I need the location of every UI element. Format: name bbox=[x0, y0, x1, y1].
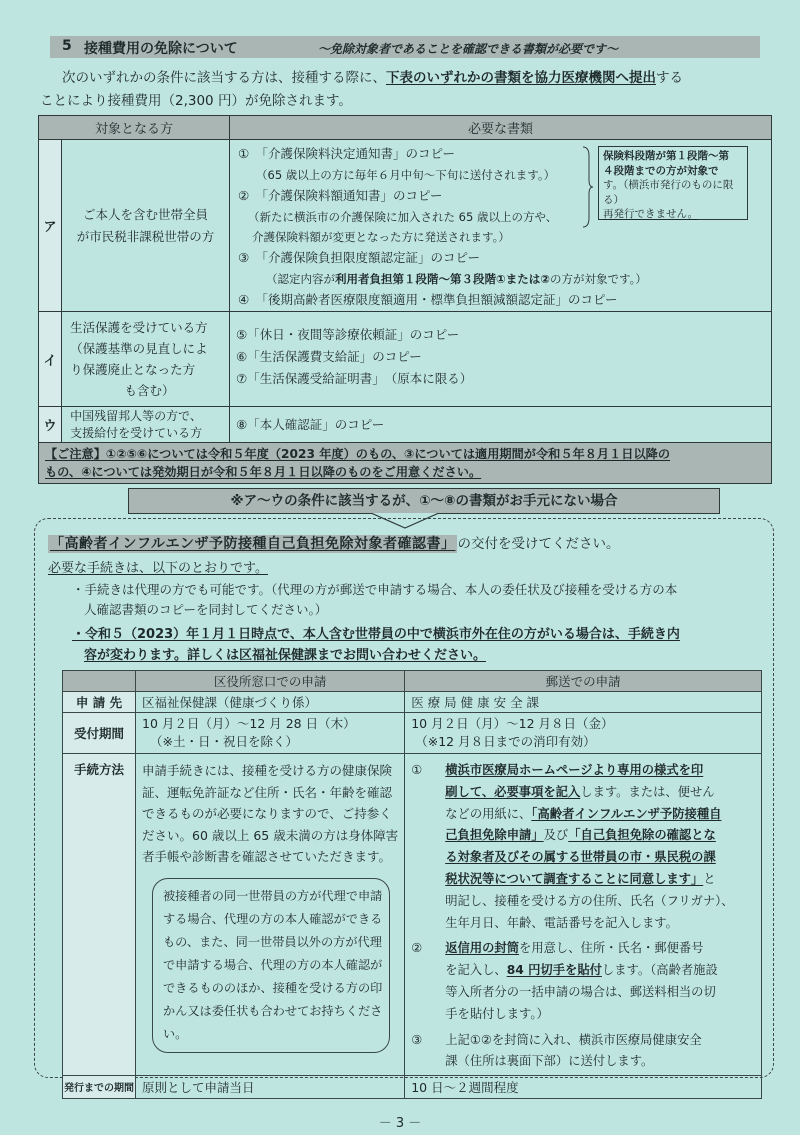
ward-applicant: 区福祉保健課（健康づくり係） bbox=[136, 692, 405, 713]
step-text: 税状況等について調査することに同意します」 bbox=[445, 871, 704, 886]
step-text: などの用紙に、 bbox=[445, 806, 532, 821]
page-number: － 3 － bbox=[378, 1116, 422, 1131]
step-text: 84 円切手を貼付 bbox=[506, 963, 602, 978]
method-line: ださい。60 歳以上 65 歳未満の方は身体障害 bbox=[142, 827, 399, 843]
side-note-line: る） bbox=[603, 193, 624, 206]
box-bullet-2 bbox=[72, 624, 680, 666]
method-line: 者手帳や診断書を確認させていただきます。 bbox=[142, 849, 392, 864]
section-subtitle: ～免除対象者であることを確認できる書類が必要です～ bbox=[318, 42, 619, 56]
row-target bbox=[62, 407, 230, 443]
doc-note-text: の方が対象です。） bbox=[549, 271, 647, 286]
side-note-box bbox=[598, 146, 748, 220]
intro-text: 次のいずれかの条件に該当する方は、接種する際に、 bbox=[62, 70, 386, 86]
box-title: 「高齢者インフルエンザ予防接種自己負担免除対象者確認書」 bbox=[50, 536, 456, 552]
box-subhead: 必要な手続きは、以下のとおりです。 bbox=[48, 561, 268, 576]
intro-emphasis: 下表のいずれかの書類を協力医療機関へ提出 bbox=[386, 70, 656, 86]
corner-cell bbox=[63, 671, 136, 692]
mail-period bbox=[405, 713, 762, 754]
caution-line: 【ご注意】①②⑤⑥については令和５年度（2023 年度）のもの、③については適用期間が令和５年８月１日以降の bbox=[45, 447, 671, 461]
mail-step-1 bbox=[411, 760, 755, 934]
row-docs bbox=[230, 140, 772, 312]
table-row-a bbox=[39, 140, 772, 312]
doc-item: ② 「介護保険料額通知書」のコピー bbox=[238, 187, 443, 203]
section-number: 5 bbox=[62, 38, 72, 54]
row-label-applicant: 申 請 先 bbox=[63, 692, 136, 713]
note-line: 被接種者の同一世帯員の方が代理で申請 bbox=[163, 888, 383, 903]
col-docs-header: 必要な書類 bbox=[230, 116, 772, 140]
step-text: を用意し、住所・氏名・郵便番号 bbox=[519, 941, 704, 956]
target-line: 中国残留邦人等の方で、 bbox=[70, 408, 202, 423]
doc-item: ⑧「本人確認証」のコピー bbox=[236, 416, 385, 432]
period-line: （※12 月８日までの消印有効） bbox=[415, 734, 596, 749]
step-text: 生年月日、年齢、電話番号を記入します。 bbox=[445, 915, 678, 930]
doc-item: ④ 「後期高齢者医療限度額適用・標準負担額減額認定証」のコピー bbox=[238, 291, 618, 307]
caution-cell bbox=[39, 443, 772, 484]
mail-method bbox=[405, 754, 762, 1076]
mail-step-2 bbox=[411, 938, 755, 1025]
doc-note: （新たに横浜市の介護保険に加入された 65 歳以上の方や、 bbox=[248, 209, 558, 224]
proxy-note-box bbox=[152, 878, 390, 1053]
section-title: 接種費用の免除について bbox=[84, 41, 238, 57]
table-row-i bbox=[39, 312, 772, 407]
target-line: り保護廃止となった方 bbox=[70, 362, 196, 377]
target-line: 支援給付を受けている方 bbox=[70, 425, 203, 440]
note-line: できるもののほか、接種を受ける方の印 bbox=[163, 980, 383, 995]
step-text: 等入所者分の一括申請の場合は、郵送料相当の切 bbox=[445, 984, 716, 999]
bullet-line: 人確認書類のコピーを同封してください。） bbox=[84, 602, 328, 617]
step-text: 及び bbox=[543, 828, 569, 843]
step-text: 返信用の封筒 bbox=[445, 941, 520, 956]
step-text: る対象者及びその属する世帯員の市・県民税の課 bbox=[445, 850, 716, 865]
note-line: もの、また、同一世帯員以外の方が代理 bbox=[163, 934, 382, 949]
method-line: できるものが必要になりますので、ご持参く bbox=[142, 806, 392, 821]
ward-method bbox=[136, 754, 405, 1076]
step-text: します。（高齢者施設 bbox=[601, 963, 718, 978]
step-text: 「自己負担免除の確認とな bbox=[568, 828, 716, 843]
doc-item: ⑤「休日・夜間等診療依頼証」のコピー bbox=[236, 327, 460, 342]
doc-item: ⑦「生活保護受給証明書」 （原本に限る） bbox=[236, 371, 473, 386]
method-line: 申請手続きには、接種を受ける方の健康保険 bbox=[142, 763, 393, 778]
note-line: で申請する場合、代理の方の本人確認が bbox=[163, 957, 383, 972]
caution-line: もの、④については発効期日が令和５年８月１日以降のものをご用意ください。 bbox=[45, 465, 482, 479]
row-docs bbox=[230, 312, 772, 407]
doc-note bbox=[230, 269, 771, 289]
procedure-table bbox=[62, 670, 762, 1099]
step-number: ③ bbox=[411, 1032, 423, 1047]
row-key: ア bbox=[39, 140, 62, 312]
row-target bbox=[62, 312, 230, 407]
target-line: 生活保護を受けている方 bbox=[70, 320, 208, 335]
method-line: 証、運転免許証など住所・氏名・年齢を確認 bbox=[142, 784, 393, 800]
target-line: ご本人を含む世帯全員 bbox=[83, 206, 209, 222]
mail-applicant: 医 療 局 健 康 安 全 課 bbox=[405, 692, 762, 713]
mail-step-3 bbox=[411, 1030, 755, 1074]
period-line: 10 月２日（月）～12 月８日（金） bbox=[411, 716, 614, 731]
col-target-header: 対象となる方 bbox=[39, 116, 230, 140]
doc-item: ① 「介護保険料決定通知書」のコピー bbox=[238, 145, 455, 161]
step-text: 己負担免除申請」 bbox=[445, 828, 544, 843]
step-text: 刷して、必要事項を記入 bbox=[445, 784, 581, 799]
step-text: 明記し、接種を受ける方の住所、氏名（フリガナ）、 bbox=[445, 893, 734, 908]
note-line: かん又は委任状も合わせてお持ちくださ bbox=[163, 1003, 383, 1018]
doc-item: ⑥「生活保護費支給証」のコピー bbox=[236, 349, 422, 364]
period-line: 10 月２日（月）～12 月 28 日（木） bbox=[142, 716, 356, 731]
box-title-line bbox=[48, 532, 619, 553]
bracket-icon bbox=[582, 146, 594, 228]
step-text: 手を貼付します。） bbox=[445, 1006, 549, 1021]
step-number: ① bbox=[411, 763, 423, 777]
caution-row bbox=[39, 443, 772, 484]
row-label-issue: 発行までの期間 bbox=[63, 1076, 136, 1099]
step-text: 「高齢者インフルエンザ予防接種自 bbox=[531, 806, 722, 821]
box-bullet-1 bbox=[72, 580, 677, 620]
target-line: が市民税非課税世帯の方 bbox=[76, 228, 215, 244]
mail-issue: 10 日～２週間程度 bbox=[405, 1076, 762, 1099]
bullet-line: ・令和５（2023）年１月１日時点で、本人含む世帯員の中で横浜市外在住の方がいる場合は、手続き内 bbox=[72, 627, 680, 642]
row-label-method: 手続方法 bbox=[63, 754, 136, 1076]
row-key: イ bbox=[39, 312, 62, 407]
col-mail-header: 郵送での申請 bbox=[405, 671, 762, 692]
doc-note: （65 歳以上の方に毎年６月中旬～下旬に送付されます。） bbox=[256, 167, 556, 182]
doc-note: 介護保険料額が変更となった方に発送されます。） bbox=[252, 229, 510, 244]
side-note-line: ４段階までの方が対象で bbox=[603, 164, 719, 177]
step-text: 横浜市医療局ホームページより専用の様式を印 bbox=[445, 763, 704, 777]
row-docs bbox=[230, 407, 772, 443]
intro-line-2: ことにより接種費用（2,300 円）が免除されます。 bbox=[40, 93, 352, 109]
bullet-line: ・手続きは代理の方でも可能です。（代理の方が郵送で申請する場合、本人の委任状及び接種を受ける方の本 bbox=[72, 582, 678, 597]
step-text: を記入し、 bbox=[445, 963, 507, 978]
note-line: する場合、代理の方の本人確認ができる bbox=[163, 911, 383, 926]
note-line: い。 bbox=[163, 1026, 188, 1041]
step-text: します。または、便せん bbox=[580, 784, 715, 799]
step-number: ② bbox=[411, 941, 423, 956]
step-text: 上記①②を封筒に入れ、横浜市医療局健康安全 bbox=[445, 1032, 702, 1047]
doc-note-emphasis: 利用者負担第１段階～第３段階①または② bbox=[335, 271, 550, 286]
side-note-line: 保険料段階が第１段階～第 bbox=[603, 150, 729, 162]
side-note-line: 再発行できません。 bbox=[603, 208, 699, 220]
row-label-period: 受付期間 bbox=[63, 713, 136, 754]
table-row-u bbox=[39, 407, 772, 443]
bullet-line: 容が変わります。詳しくは区福祉保健課までお問い合わせください。 bbox=[84, 648, 486, 663]
ward-period bbox=[136, 713, 405, 754]
col-ward-header: 区役所窓口での申請 bbox=[136, 671, 405, 692]
side-note-line: す。（横浜市発行のものに限 bbox=[603, 179, 734, 191]
step-text: と bbox=[703, 871, 716, 886]
box-title-post: の交付を受けてください。 bbox=[457, 536, 620, 552]
doc-item: ③ 「介護保険負担限度額認定証」のコピー bbox=[238, 249, 480, 265]
no-documents-banner: ※ア～ウの条件に該当するが、①～⑧の書類がお手元にない場合 bbox=[128, 488, 720, 514]
intro-line-1 bbox=[62, 66, 683, 86]
ward-issue: 原則として申請当日 bbox=[136, 1076, 405, 1099]
doc-note-text: （認定内容が bbox=[266, 271, 335, 286]
intro-text-end: する bbox=[656, 70, 683, 86]
step-text: 課（住所は裏面下部）に送付します。 bbox=[445, 1054, 654, 1069]
target-line: も含む） bbox=[124, 383, 175, 398]
row-target bbox=[62, 140, 230, 312]
exemption-table bbox=[38, 115, 772, 484]
period-line: （※土・日・祝日を除く） bbox=[150, 734, 298, 749]
target-line: （保護基準の見直しによ bbox=[70, 341, 208, 356]
row-key: ウ bbox=[39, 407, 62, 443]
